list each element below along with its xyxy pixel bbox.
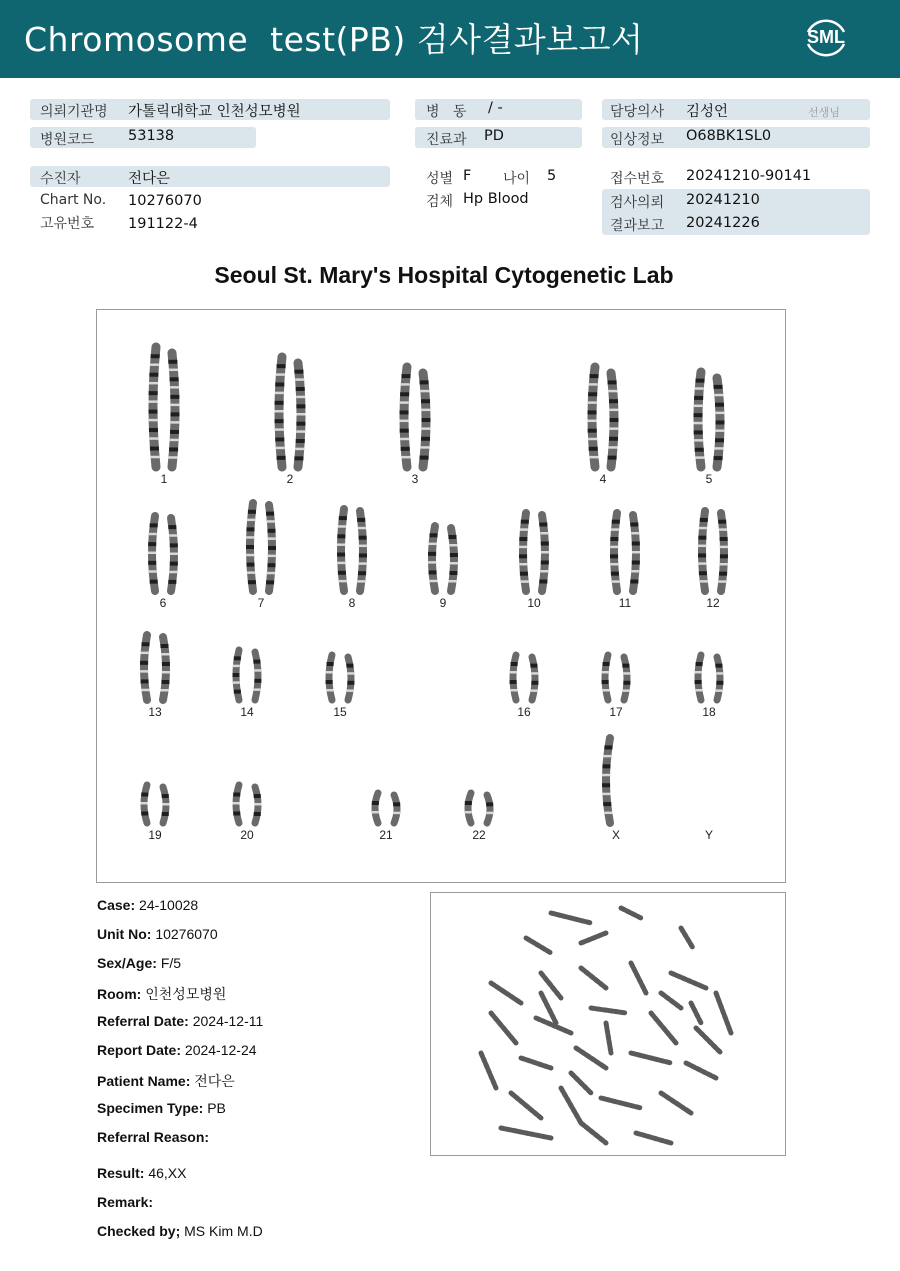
metaphase-chromosome — [716, 993, 731, 1033]
receipt-no-label: 접수번호 — [610, 171, 665, 187]
metaphase-chromosome — [661, 1093, 691, 1113]
department-label: 진료과 — [426, 132, 467, 148]
chromosome — [393, 795, 400, 823]
chromosome — [233, 785, 241, 823]
referral-reason-label: Referral Reason: — [97, 1129, 210, 1145]
metaphase-chromosome — [571, 1073, 591, 1093]
result-report-label: 결과보고 — [610, 218, 665, 234]
metaphase-chromosome — [631, 1053, 671, 1063]
sexage-value: F/5 — [160, 955, 182, 971]
referral-date-label: Referral Date: — [97, 1013, 189, 1029]
hospital-code-label: 병원코드 — [40, 132, 95, 148]
clinical-info-label: 임상정보 — [610, 132, 665, 148]
metaphase-chromosome — [481, 1053, 496, 1088]
chromosome — [428, 526, 437, 591]
metaphase-chromosome — [521, 1058, 551, 1068]
sex-value: F — [463, 168, 472, 184]
chromosome-label-22: 22 — [472, 828, 486, 842]
specimen-type-label: Specimen Type: — [97, 1100, 204, 1116]
metaphase-chromosome — [511, 1093, 541, 1118]
referral-reason-line — [97, 1129, 209, 1145]
chromosome — [694, 372, 705, 467]
chromosome — [519, 513, 529, 591]
chromosome-label-9: 9 — [439, 596, 447, 610]
doctor-label: 담당의사 — [610, 104, 665, 120]
chromosome-label-20: 20 — [240, 828, 254, 842]
requesting-institution-label: 의뢰기관명 — [40, 104, 108, 120]
result-value: 46,XX — [148, 1165, 187, 1181]
metaphase-image — [431, 893, 785, 1155]
sex-label: 성별 — [426, 171, 454, 187]
chromosome — [608, 373, 619, 467]
chromosome — [160, 637, 169, 700]
metaphase-chromosome — [651, 1013, 676, 1043]
metaphase-chromosome — [491, 1013, 516, 1043]
chromosome — [246, 503, 256, 591]
chromosome-label-15: 15 — [333, 705, 347, 719]
chromosome — [486, 795, 493, 823]
room-label: Room: — [97, 986, 142, 1002]
result-line — [97, 1165, 186, 1181]
referral-date-value: 2024-12-11 — [192, 1013, 264, 1029]
sexage-label: Sex/Age: — [97, 955, 157, 971]
report-date-value: 2024-12-24 — [184, 1042, 257, 1058]
metaphase-chromosome — [501, 1128, 551, 1138]
chromosome — [715, 657, 723, 700]
chromosome-label-2: 2 — [286, 472, 294, 486]
chromosome-label-X: X — [611, 828, 621, 842]
patient-name-label: Patient Name: — [97, 1073, 191, 1089]
chromosome — [420, 373, 431, 467]
checked-by-line — [97, 1223, 263, 1239]
report-date-line — [97, 1042, 257, 1058]
metaphase-chromosome — [661, 993, 681, 1008]
chromosome — [168, 518, 178, 591]
chromosome — [622, 657, 630, 700]
chromosome-label-5: 5 — [705, 472, 713, 486]
chromosome-label-1: 1 — [160, 472, 168, 486]
chromosome — [698, 511, 708, 591]
specimen-type-line — [97, 1100, 226, 1116]
chromosome-label-11: 11 — [618, 596, 632, 610]
metaphase-chromosome — [671, 973, 706, 988]
metaphase-chromosome — [581, 933, 606, 943]
metaphase-chromosome — [631, 963, 646, 993]
receipt-no-value: 20241210-90141 — [686, 168, 812, 184]
chromosome — [294, 363, 305, 467]
chromosome-label-21: 21 — [379, 828, 393, 842]
examinee-value: 전다은 — [128, 171, 171, 187]
chromosome — [162, 787, 170, 823]
chromosome-label-19: 19 — [148, 828, 162, 842]
metaphase-chromosome — [696, 1028, 721, 1053]
chromosome — [141, 785, 149, 823]
chromosome — [530, 657, 538, 700]
chromosome — [588, 367, 599, 467]
checked-by-value: MS Kim M.D — [184, 1223, 263, 1239]
metaphase-chromosome — [551, 913, 591, 923]
chromosome-label-16: 16 — [517, 705, 531, 719]
chromosome-label-8: 8 — [348, 596, 356, 610]
metaphase-chromosome — [621, 908, 641, 918]
chromosome — [630, 515, 640, 591]
metaphase-chromosome — [636, 1133, 671, 1143]
specimen-value: Hp Blood — [463, 191, 529, 207]
sexage-line — [97, 955, 181, 971]
chromosome-label-4: 4 — [599, 472, 607, 486]
chromosome — [465, 793, 472, 823]
metaphase-chromosome — [691, 1003, 701, 1023]
chromosome — [695, 655, 703, 700]
metaphase-chromosome — [686, 1063, 716, 1078]
chromosome — [400, 367, 411, 467]
chromosome-label-10: 10 — [527, 596, 541, 610]
result-label: Result: — [97, 1165, 145, 1181]
chromosome-label-17: 17 — [609, 705, 623, 719]
chromosome — [602, 655, 610, 700]
metaphase-chromosome — [581, 968, 606, 988]
chromosome-label-12: 12 — [706, 596, 720, 610]
chromosome — [337, 509, 347, 591]
chromosome — [253, 652, 261, 700]
patient-name-value: 전다은 — [194, 1073, 235, 1089]
unique-no-value: 191122-4 — [128, 216, 198, 232]
chromosome — [266, 505, 276, 591]
karyogram-image — [97, 310, 785, 882]
chromosome — [714, 378, 725, 467]
chromosome — [718, 513, 728, 591]
chromosome — [510, 655, 518, 700]
metaphase-chromosome — [581, 1123, 606, 1143]
chromosome — [168, 353, 179, 467]
doctor-value: 김성언 — [686, 104, 729, 120]
chromosome — [233, 650, 241, 700]
chromosome-label-3: 3 — [411, 472, 419, 486]
report-date-label: Report Date: — [97, 1042, 182, 1058]
metaphase-chromosome — [491, 983, 521, 1003]
chromosome — [148, 516, 158, 591]
chromosome — [357, 511, 367, 591]
department-value: PD — [484, 128, 504, 144]
metaphase-chromosome — [681, 928, 693, 948]
referral-date-line — [97, 1013, 263, 1029]
chromosome — [372, 793, 379, 823]
clinical-info-value: O68BK1SL0 — [686, 128, 772, 144]
age-label: 나이 — [503, 171, 531, 187]
requesting-institution-value: 가톨릭대학교 인천성모병원 — [128, 104, 301, 120]
chromosome — [610, 513, 620, 591]
chromosome — [326, 655, 334, 700]
room-value: 인천성모병원 — [145, 986, 227, 1002]
sml-logo — [800, 12, 852, 64]
case-label: Case: — [97, 897, 136, 913]
chromosome — [275, 357, 286, 467]
lab-title: Seoul St. Mary's Hospital Cytogenetic Lab — [214, 262, 674, 288]
chart-no-label: Chart No. — [40, 192, 107, 208]
result-report-value: 20241226 — [686, 215, 760, 231]
chromosome-label-18: 18 — [702, 705, 716, 719]
test-request-label: 검사의뢰 — [610, 195, 665, 211]
ward-value: / - — [488, 100, 503, 116]
chromosome — [346, 657, 354, 700]
metaphase-chromosome — [576, 1048, 606, 1068]
ward-label: 병 동 — [426, 104, 467, 120]
unit-line — [97, 926, 218, 942]
chromosome — [254, 787, 262, 823]
report-title: Chromosome test(PB) 검사결과보고서 — [24, 20, 644, 59]
room-line — [97, 984, 226, 1004]
specimen-type-value: PB — [207, 1100, 226, 1116]
unit-value: 10276070 — [155, 926, 218, 942]
logo-text: SML — [807, 27, 845, 47]
test-request-value: 20241210 — [686, 192, 760, 208]
metaphase-chromosome — [526, 938, 551, 953]
age-value: 5 — [547, 168, 557, 184]
case-line — [97, 897, 198, 913]
patient-name-line — [97, 1071, 235, 1091]
chromosome — [448, 528, 457, 591]
metaphase-chromosome — [591, 1008, 626, 1013]
chart-no-value: 10276070 — [128, 193, 202, 209]
chromosome-label-14: 14 — [240, 705, 254, 719]
chromosome-label-6: 6 — [159, 596, 167, 610]
chromosome — [602, 738, 612, 823]
remark-line — [97, 1194, 153, 1210]
metaphase-chromosome — [601, 1098, 641, 1108]
metaphase-chromosome — [606, 1023, 611, 1053]
remark-label: Remark: — [97, 1194, 154, 1210]
chromosome-label-13: 13 — [148, 705, 162, 719]
hospital-code-value: 53138 — [128, 128, 175, 144]
specimen-label: 검체 — [426, 194, 454, 210]
unit-label: Unit No: — [97, 926, 152, 942]
checked-by-label: Checked by; — [97, 1223, 181, 1239]
karyogram-panel — [96, 309, 786, 883]
examinee-row-bg — [30, 166, 390, 187]
report-header — [0, 0, 900, 78]
chromosome-label-7: 7 — [257, 596, 265, 610]
doctor-suffix: 선생님 — [808, 106, 840, 119]
examinee-label: 수진자 — [40, 171, 81, 187]
chromosome-label-Y: Y — [704, 828, 714, 842]
metaphase-chromosome — [561, 1088, 581, 1123]
unique-no-label: 고유번호 — [40, 216, 95, 232]
chromosome — [539, 515, 549, 591]
metaphase-panel — [430, 892, 786, 1156]
case-value: 24-10028 — [139, 897, 199, 913]
chromosome — [140, 635, 149, 700]
chromosome — [149, 347, 160, 467]
